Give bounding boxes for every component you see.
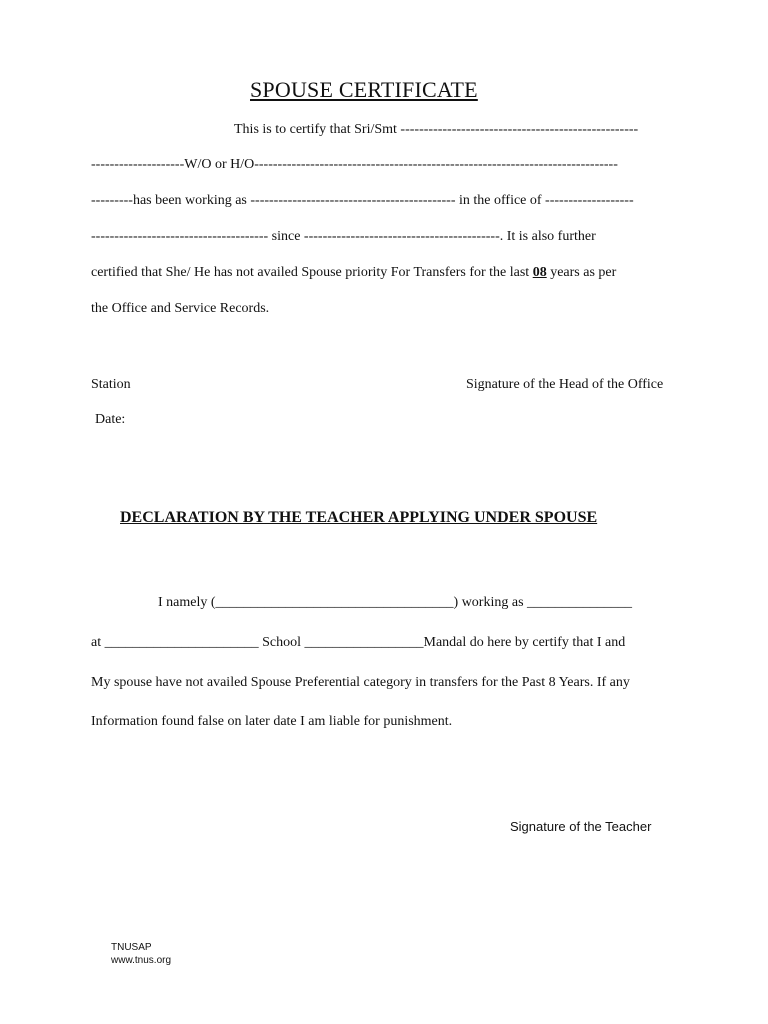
declaration-line-3: My spouse have not availed Spouse Preferential category in transfers for the Past 8 Years. If any: [91, 675, 630, 690]
declaration-line-2-end: Mandal do here by certify that I and: [423, 635, 626, 650]
name-blank: __________________________________: [215, 595, 454, 610]
certify-line-3: ---------has been working as -------------------------------------------- in the office of -------------------: [91, 193, 634, 208]
declaration-line-1-start: I namely (: [158, 595, 216, 610]
certify-line-4: -------------------------------------- since ------------------------------------------. It is also further: [91, 229, 596, 244]
certify-line-5-tail: years as per: [546, 265, 617, 280]
declaration-line-4: Information found false on later date I am liable for punishment.: [91, 714, 453, 729]
certify-line-2: --------------------W/O or H/O------------------------------------------------------------------------------: [91, 157, 618, 172]
station-label: Station: [91, 377, 131, 392]
declaration-line-1-mid: ) working as: [453, 595, 528, 610]
date-label: Date:: [95, 412, 126, 427]
school-blank: _________________: [304, 635, 424, 650]
certify-line-5-text: certified that She/ He has not availed Spouse priority For Transfers for the last: [91, 265, 533, 280]
footer-org: TNUSAP: [111, 942, 152, 953]
designation-blank: _______________: [527, 595, 633, 610]
declaration-line-1: [158, 594, 632, 612]
declaration-line-2: [91, 634, 625, 652]
spouse-certificate-title: SPOUSE CERTIFICATE: [250, 77, 478, 102]
certify-line-5: [91, 264, 616, 282]
place-blank: ______________________: [104, 635, 259, 650]
certify-line-6: the Office and Service Records.: [91, 301, 270, 316]
certify-line-1: This is to certify that Sri/Smt ---------------------------------------------------: [234, 122, 639, 137]
declaration-at: at: [91, 635, 105, 650]
footer-website: www.tnus.org: [111, 955, 172, 966]
signature-teacher-label: Signature of the Teacher: [510, 819, 652, 834]
declaration-heading: DECLARATION BY THE TEACHER APPLYING UNDER SPOUSE: [120, 509, 598, 526]
school-label: School: [258, 635, 305, 650]
years-count: 08: [532, 265, 547, 280]
signature-head-label: Signature of the Head of the Office: [466, 377, 664, 392]
